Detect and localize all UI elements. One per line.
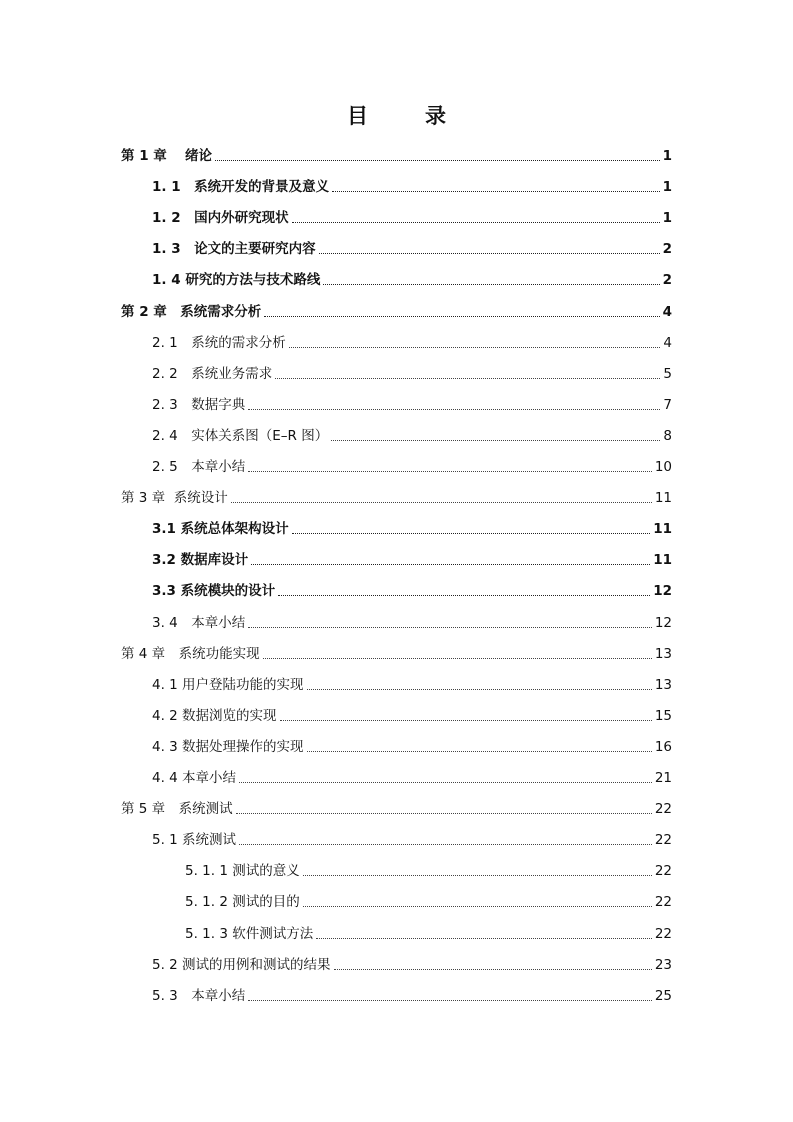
toc-entry-label: 1. 2 国内外研究现状 [152, 210, 289, 227]
toc-entry-label: 3.1 系统总体架构设计 [152, 521, 289, 538]
toc-entry-label: 3.3 系统模块的设计 [152, 583, 276, 600]
toc-dot-leader [248, 409, 660, 410]
toc-entry[interactable] [152, 454, 672, 476]
toc-dot-leader [215, 160, 660, 161]
toc-dot-leader [264, 316, 659, 317]
toc-entry-label: 2. 5 本章小结 [152, 459, 246, 475]
toc-dot-leader [316, 938, 652, 939]
toc-entry-page: 1 [662, 210, 672, 227]
toc-entry[interactable] [152, 952, 672, 974]
toc-entry-label: 2. 4 实体关系图（E–R 图） [152, 427, 329, 444]
toc-entry-page: 13 [654, 676, 672, 693]
toc-entry[interactable] [121, 143, 672, 165]
toc-entry-label: 5. 2 测试的用例和测试的结果 [152, 956, 331, 973]
toc-entry-page: 22 [654, 801, 672, 818]
toc-entry[interactable] [185, 921, 672, 943]
toc-entry-label: 4. 1 用户登陆功能的实现 [152, 676, 304, 693]
toc-dot-leader [331, 440, 660, 441]
toc-dot-leader [307, 751, 652, 752]
toc-entry[interactable] [152, 827, 672, 849]
toc-entry[interactable] [152, 330, 672, 352]
toc-dot-leader [307, 689, 652, 690]
toc-entry-label: 5. 1 系统测试 [152, 832, 237, 849]
toc-entry[interactable] [152, 765, 672, 787]
toc-entry-page: 1 [662, 148, 672, 164]
toc-entry[interactable] [152, 516, 672, 538]
toc-entry-label: 第 3 章 系统设计 [121, 490, 228, 507]
toc-entry-page: 22 [654, 894, 672, 911]
toc-entry[interactable] [152, 672, 672, 694]
toc-entry-label: 第 1 章 绪论 [121, 148, 212, 164]
toc-entry-label: 2. 1 系统的需求分析 [152, 334, 286, 351]
toc-entry-label: 第 5 章 系统测试 [121, 801, 233, 818]
toc-dot-leader [334, 969, 652, 970]
toc-entry-label: 1. 1 系统开发的背景及意义 [152, 179, 330, 196]
toc-entry-label: 4. 3 数据处理操作的实现 [152, 738, 304, 755]
toc-entry-page: 25 [654, 987, 672, 1004]
toc-entry-page: 15 [654, 707, 672, 724]
toc-entry[interactable] [152, 703, 672, 725]
toc-dot-leader [292, 533, 651, 534]
toc-entry-page: 23 [654, 956, 672, 973]
toc-dot-leader [275, 378, 660, 379]
toc-dot-leader [248, 1000, 652, 1001]
toc-entry[interactable] [152, 174, 672, 196]
toc-entry-label: 3.2 数据库设计 [152, 552, 249, 569]
toc-dot-leader [248, 471, 652, 472]
toc-dot-leader [248, 627, 652, 628]
toc-entry-page: 10 [654, 459, 672, 475]
toc-entry[interactable] [152, 205, 672, 227]
toc-entry-page: 16 [654, 738, 672, 755]
toc-entry-label: 4. 2 数据浏览的实现 [152, 707, 277, 724]
toc-entry[interactable] [152, 392, 672, 414]
toc-entry-label: 第 2 章 系统需求分析 [121, 303, 262, 320]
toc-entry[interactable] [121, 485, 672, 507]
toc-dot-leader [292, 222, 660, 223]
toc-entry[interactable] [121, 641, 672, 663]
toc-dot-leader [251, 564, 650, 565]
toc-dot-leader [289, 347, 661, 348]
toc-entry-page: 13 [654, 645, 672, 662]
toc-entry[interactable] [152, 734, 672, 756]
toc-entry-label: 5. 1. 3 软件测试方法 [185, 925, 314, 942]
toc-entry-page: 22 [654, 863, 672, 880]
toc-dot-leader [303, 906, 652, 907]
toc-entry[interactable] [121, 796, 672, 818]
toc-entry-label: 5. 1. 1 测试的意义 [185, 863, 300, 880]
toc-entry-label: 5. 3 本章小结 [152, 987, 246, 1004]
toc-entry[interactable] [121, 299, 672, 321]
toc-dot-leader [280, 720, 652, 721]
toc-entry-label: 2. 2 系统业务需求 [152, 365, 273, 382]
toc-entry[interactable] [152, 361, 672, 383]
toc-entry-page: 22 [654, 832, 672, 849]
toc-entry-page: 2 [662, 272, 672, 289]
toc-entry-page: 2 [662, 241, 672, 258]
toc-entry[interactable] [185, 858, 672, 880]
toc-entry-page: 21 [654, 770, 672, 786]
toc-entry-page: 1 [662, 179, 672, 196]
toc-dot-leader [323, 284, 659, 285]
toc-dot-leader [332, 191, 659, 192]
toc-entry-label: 1. 4 研究的方法与技术路线 [152, 272, 321, 289]
toc-entry-page: 11 [653, 552, 672, 569]
toc-entry-page: 7 [663, 396, 672, 413]
toc-entry-page: 11 [654, 490, 672, 507]
toc-entry-label: 第 4 章 系统功能实现 [121, 645, 260, 662]
toc-dot-leader [263, 658, 652, 659]
toc-dot-leader [278, 595, 650, 596]
toc-entry-page: 22 [654, 925, 672, 942]
toc-entry[interactable] [152, 236, 672, 258]
toc-entry[interactable] [152, 610, 672, 632]
toc-entry-label: 4. 4 本章小结 [152, 770, 237, 786]
toc-entry-label: 5. 1. 2 测试的目的 [185, 894, 300, 911]
toc-entry[interactable] [152, 423, 672, 445]
toc-dot-leader [319, 253, 660, 254]
toc-entry[interactable] [152, 578, 672, 600]
toc-entry-page: 5 [663, 365, 672, 382]
toc-entry-page: 8 [663, 427, 672, 444]
toc-dot-leader [231, 502, 652, 503]
toc-title: 目 录 [347, 104, 464, 128]
toc-entry-page: 12 [653, 583, 672, 600]
toc-entry-label: 1. 3 论文的主要研究内容 [152, 241, 316, 258]
toc-entry-page: 11 [653, 521, 672, 538]
toc-entry-page: 12 [654, 614, 672, 631]
toc-entry[interactable] [152, 547, 672, 569]
toc-entry-label: 3. 4 本章小结 [152, 614, 246, 631]
toc-dot-leader [239, 844, 652, 845]
toc-entry[interactable] [152, 983, 672, 1005]
toc-dot-leader [303, 875, 652, 876]
toc-entry-page: 4 [662, 303, 672, 320]
toc-entry[interactable] [185, 889, 672, 911]
toc-dot-leader [236, 813, 652, 814]
toc-entry-page: 4 [663, 334, 672, 351]
toc-dot-leader [239, 782, 652, 783]
toc-entry-label: 2. 3 数据字典 [152, 396, 246, 413]
toc-entry[interactable] [152, 267, 672, 289]
